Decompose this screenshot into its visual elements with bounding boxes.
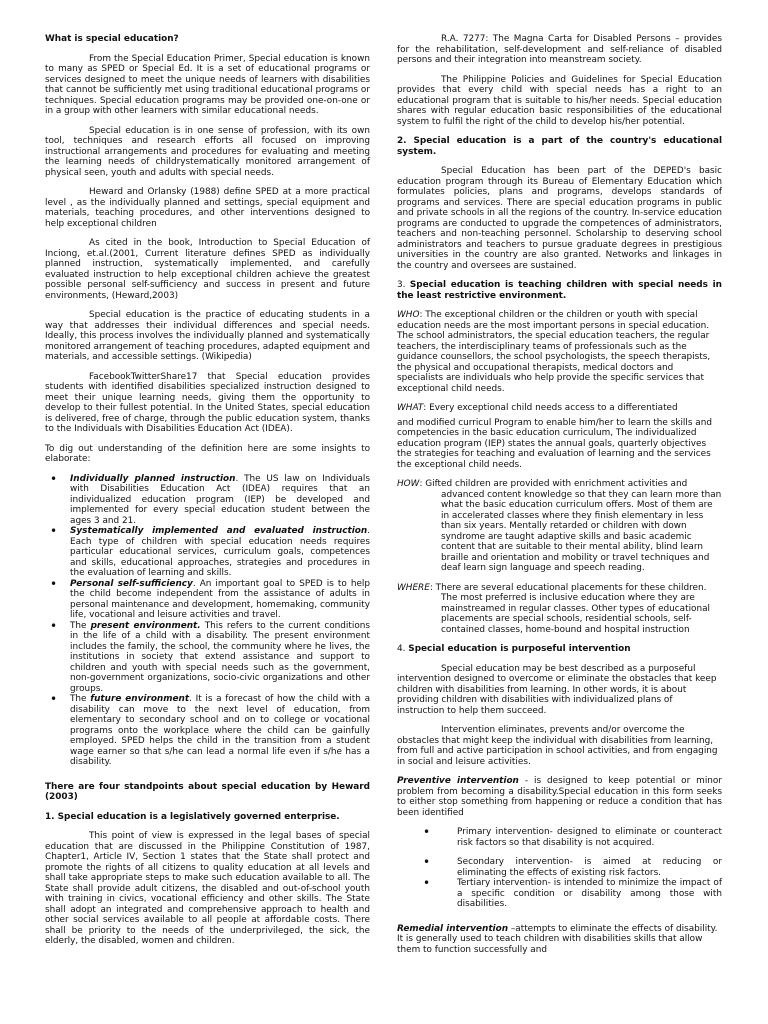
list-item: • The future environment. It is a forecast of how the child with a disability can move to the next level of education, from elementary to secondary school and on to college or vocational programs onto the workplace where the child can be gainfully employed. SPED helps the child in the transition from a student wage earner so that s/he can lead a normal life even if s/he has a disability. — [70, 694, 370, 768]
term: Individually planned instruction — [70, 473, 236, 484]
document-title: What is special education? — [45, 34, 179, 44]
list-item: • Tertiary intervention- is intended to minimize the impact of a specific condition or disability among those with disabilities. — [457, 878, 722, 910]
paragraph: Special education may be best described as a purposeful intervention designed to overcome or eliminate the obstacles that keep children with disabilities from learning. In other words, it is about providing children with disabilities with individualized plans of instruction to help them succeed. — [397, 663, 717, 716]
section-heading-3: 3. Special education is teaching children with special needs in the least restrictive environment. — [397, 280, 722, 301]
list-item: • Primary intervention- designed to eliminate or counteract risk factors so that disability is not acquired. — [457, 827, 722, 848]
where-paragraph: WHERE: There are several educational placements for these children. The most preferred is inclusive education where they are mainstreamed in regular classes. Other types of educational placements are special schools, residential schools, self-contained classes, home-bound and hospital instruction — [397, 582, 711, 635]
right-column — [397, 34, 722, 964]
term: present environment. — [90, 620, 201, 631]
how-paragraph: HOW: Gifted children are provided with enrichment activities and advanced content knowledge so that they can learn more than what the basic education curriculum offers. Most of them are in accelerated classes where they finish elementary in less than six years. Mentally retarded or children with down syndrome are taught adaptive skills and basic academic content that are suitable to their mental ability, blind learn braille and orientation and mobility or travel techniques and deaf learn sign language and speech reading. — [397, 479, 722, 573]
paragraph: From the Special Education Primer, Special education is known to many as SPED or Special Ed. It is a set of educational programs or services designed to meet the unique needs of learners with disabilities that cannot be sufficiently met using traditional educational programs or techniques. Special education programs may be provided one-on-one or in a group with other learners with similar educational needs. — [45, 53, 370, 116]
paragraph: To dig out understanding of the definition here are some insights to elaborate: — [45, 443, 370, 464]
paragraph: Special Education has been part of the DEPED's basic education program through its Bureau of Elementary Education which formulates policies, plans and programs, develops standards of programs and services. There are special education programs in public and private schools in all the regions of the country. In-service education programs are conducted to upgrade the competences of administrators, teachers and non-teaching personnel. Scholarship to deserving school administrators and teachers to pursue graduate degrees in prestigious universities in the country are also granted. Networks and linkages in the country and oversees are sustained. — [397, 166, 722, 271]
paragraph: Heward and Orlansky (1988) define SPED at a more practical level , as the individually planned and settings, special equipment and materials, teaching procedures, and other interventions designed to help exceptional children — [45, 187, 370, 229]
paragraph: and modified curricul Program to enable him/her to learn the skills and competencies in the basic education curriculum, The individualized education program (IEP) states the annual goals, quarterly objectives the strategies for teaching and evaluation of learning and the services the exceptional child needs. — [397, 417, 713, 470]
remedial-label: Remedial intervention — [397, 923, 509, 934]
paragraph: The Philippine Policies and Guidelines for Special Education provides that every child with special needs has a right to an educational program that is suitable to his/her needs. Special education shares with regular education basic responsibilities of the educational system to fulfil the right of the child to develop his/her potential. — [397, 74, 722, 127]
list-item: • Individually planned instruction. The US law on Individuals with Disabilities Education Act (IDEA) requires that an individualized education program (IEP) be developed and implemented for every special education student between the ages 3 and 21. — [70, 474, 370, 527]
section-heading-4: 4. Special education is purposeful intervention — [397, 644, 631, 654]
intervention-list — [397, 827, 722, 910]
paragraph: Intervention eliminates, prevents and/or overcome the obstacles that might keep the individual with disabilities from learning, from full and active participation in school activities, and from engaging in social and leisure activities. — [397, 725, 718, 767]
term: future environment — [90, 694, 190, 704]
section-heading-1: 1. Special education is a legislatively governed enterprise. — [45, 811, 340, 822]
preventive-label: Preventive intervention — [397, 776, 519, 786]
paragraph: FacebookTwitterShare17 that Special education provides students with identified disabilities specialized instruction designed to meet their unique learning needs, giving them the opportunity to develop to their fullest potential. In the United States, special education is delivered, free of charge, through the public education system, thanks to the Individuals with Disabilities Education Act (IDEA). — [45, 371, 370, 434]
where-label: WHERE — [397, 582, 430, 593]
term: Systematically implemented and evaluated instruction — [70, 526, 368, 536]
preventive-paragraph: Preventive intervention - is designed to keep potential or minor problem from becoming a disability.Special education in this form seeks to either stop something from happening or reduce a condition that has been identified — [397, 776, 722, 818]
list-item: • Systematically implemented and evaluated instruction. Each type of children with special education needs requires particular educational services, curriculum goals, competences and skills, educational approaches, strategies and procedures in the evaluation of learning and skills. — [70, 526, 370, 579]
paragraph: Special education is in one sense of profession, with its own tool, techniques and research efforts all focused on improving instructional arrangements and procedures for evaluating and meeting the learning needs of childrystematically monitored arrangement of physical seen, youth and adults with special needs. — [45, 125, 370, 178]
remedial-paragraph: Remedial intervention –attempts to eliminate the effects of disability. It is generally used to teach children with disabilities skills that allow them to function successfully and — [397, 923, 718, 955]
list-item: • Personal self-sufficiency. An important goal to SPED is to help the child become independent from the assistance of adults in personal maintenance and development, homemaking, community life, vocational and leisure activities and travel. — [70, 579, 370, 621]
who-paragraph: WHO: The exceptional children or the children or youth with special education needs are the most important persons in special education. The school administrators, the special education teachers, the regular teachers, the interdisciplinary teams of professionals such as the guidance counsellors, the school psychologists, the speech therapists, the physical and occupational therapists, medical doctors and specialists are individuals who help provide the specific services that exceptional child needs. — [397, 310, 711, 394]
list-item: • Secondary intervention- is aimed at reducing or eliminating the effects of existing risk factors. — [457, 857, 722, 878]
paragraph: R.A. 7277: The Magna Carta for Disabled Persons – provides for the rehabilitation, self-development and self-reliance of disabled persons and their integration into meanstream society. — [397, 34, 722, 65]
section-intro: There are four standpoints about special education by Heward (2003) — [45, 781, 370, 802]
how-label: HOW — [397, 479, 420, 489]
insight-list — [45, 474, 370, 768]
who-label: WHO — [397, 310, 420, 320]
paragraph: Special education is the practice of educating students in a way that addresses their individual differences and special needs. Ideally, this process involves the individually planned and systematically monitored arrangement of teaching procedures, adapted equipment and materials, and accessible settings. (Wikipedia) — [45, 310, 370, 362]
section-heading-2: 2. Special education is a part of the country's educational system. — [397, 136, 722, 157]
left-column — [45, 34, 370, 956]
what-label: WHAT — [397, 403, 424, 413]
term: Personal self-sufficiency — [70, 578, 193, 589]
what-paragraph: WHAT: Every exceptional child needs access to a differentiated — [397, 403, 678, 413]
list-item: • The present environment. This refers to the current conditions in the life of a child with a disability. The present environment includes the family, the school, the community where he lives, the institutions in society that extend assistance and support to children and youth with special needs such as the government, non-government organizations, socio-civic organizations and other groups. — [70, 621, 370, 695]
paragraph: This point of view is expressed in the legal bases of special education that are discussed in the Philippine Constitution of 1987, Chapter1, Article IV, Section 1 states that the State shall protect and promote the rights of all citizens to quality education at all levels and shall take appropriate steps to make such education available to all. The State shall provide adult citizens, the disabled and out-of-school youth with training in civics, vocational efficiency and other skills. The State shall adopt an integrated and comprehensive approach to health and other social services available to all people at affordable costs. There shall be priority to the needs of the underprivileged, the sick, the elderly, the disabled, women and children. — [45, 831, 370, 946]
paragraph: As cited in the book, Introduction to Special Education of Inciong, et.al.(2001, Current literature defines SPED as individually planned instruction, systematically implemented, and carefully evaluated instruction to help exceptional children achieve the greatest possible personal self-sufficiency and success in present and future environments, (Heward,2003) — [45, 238, 370, 301]
